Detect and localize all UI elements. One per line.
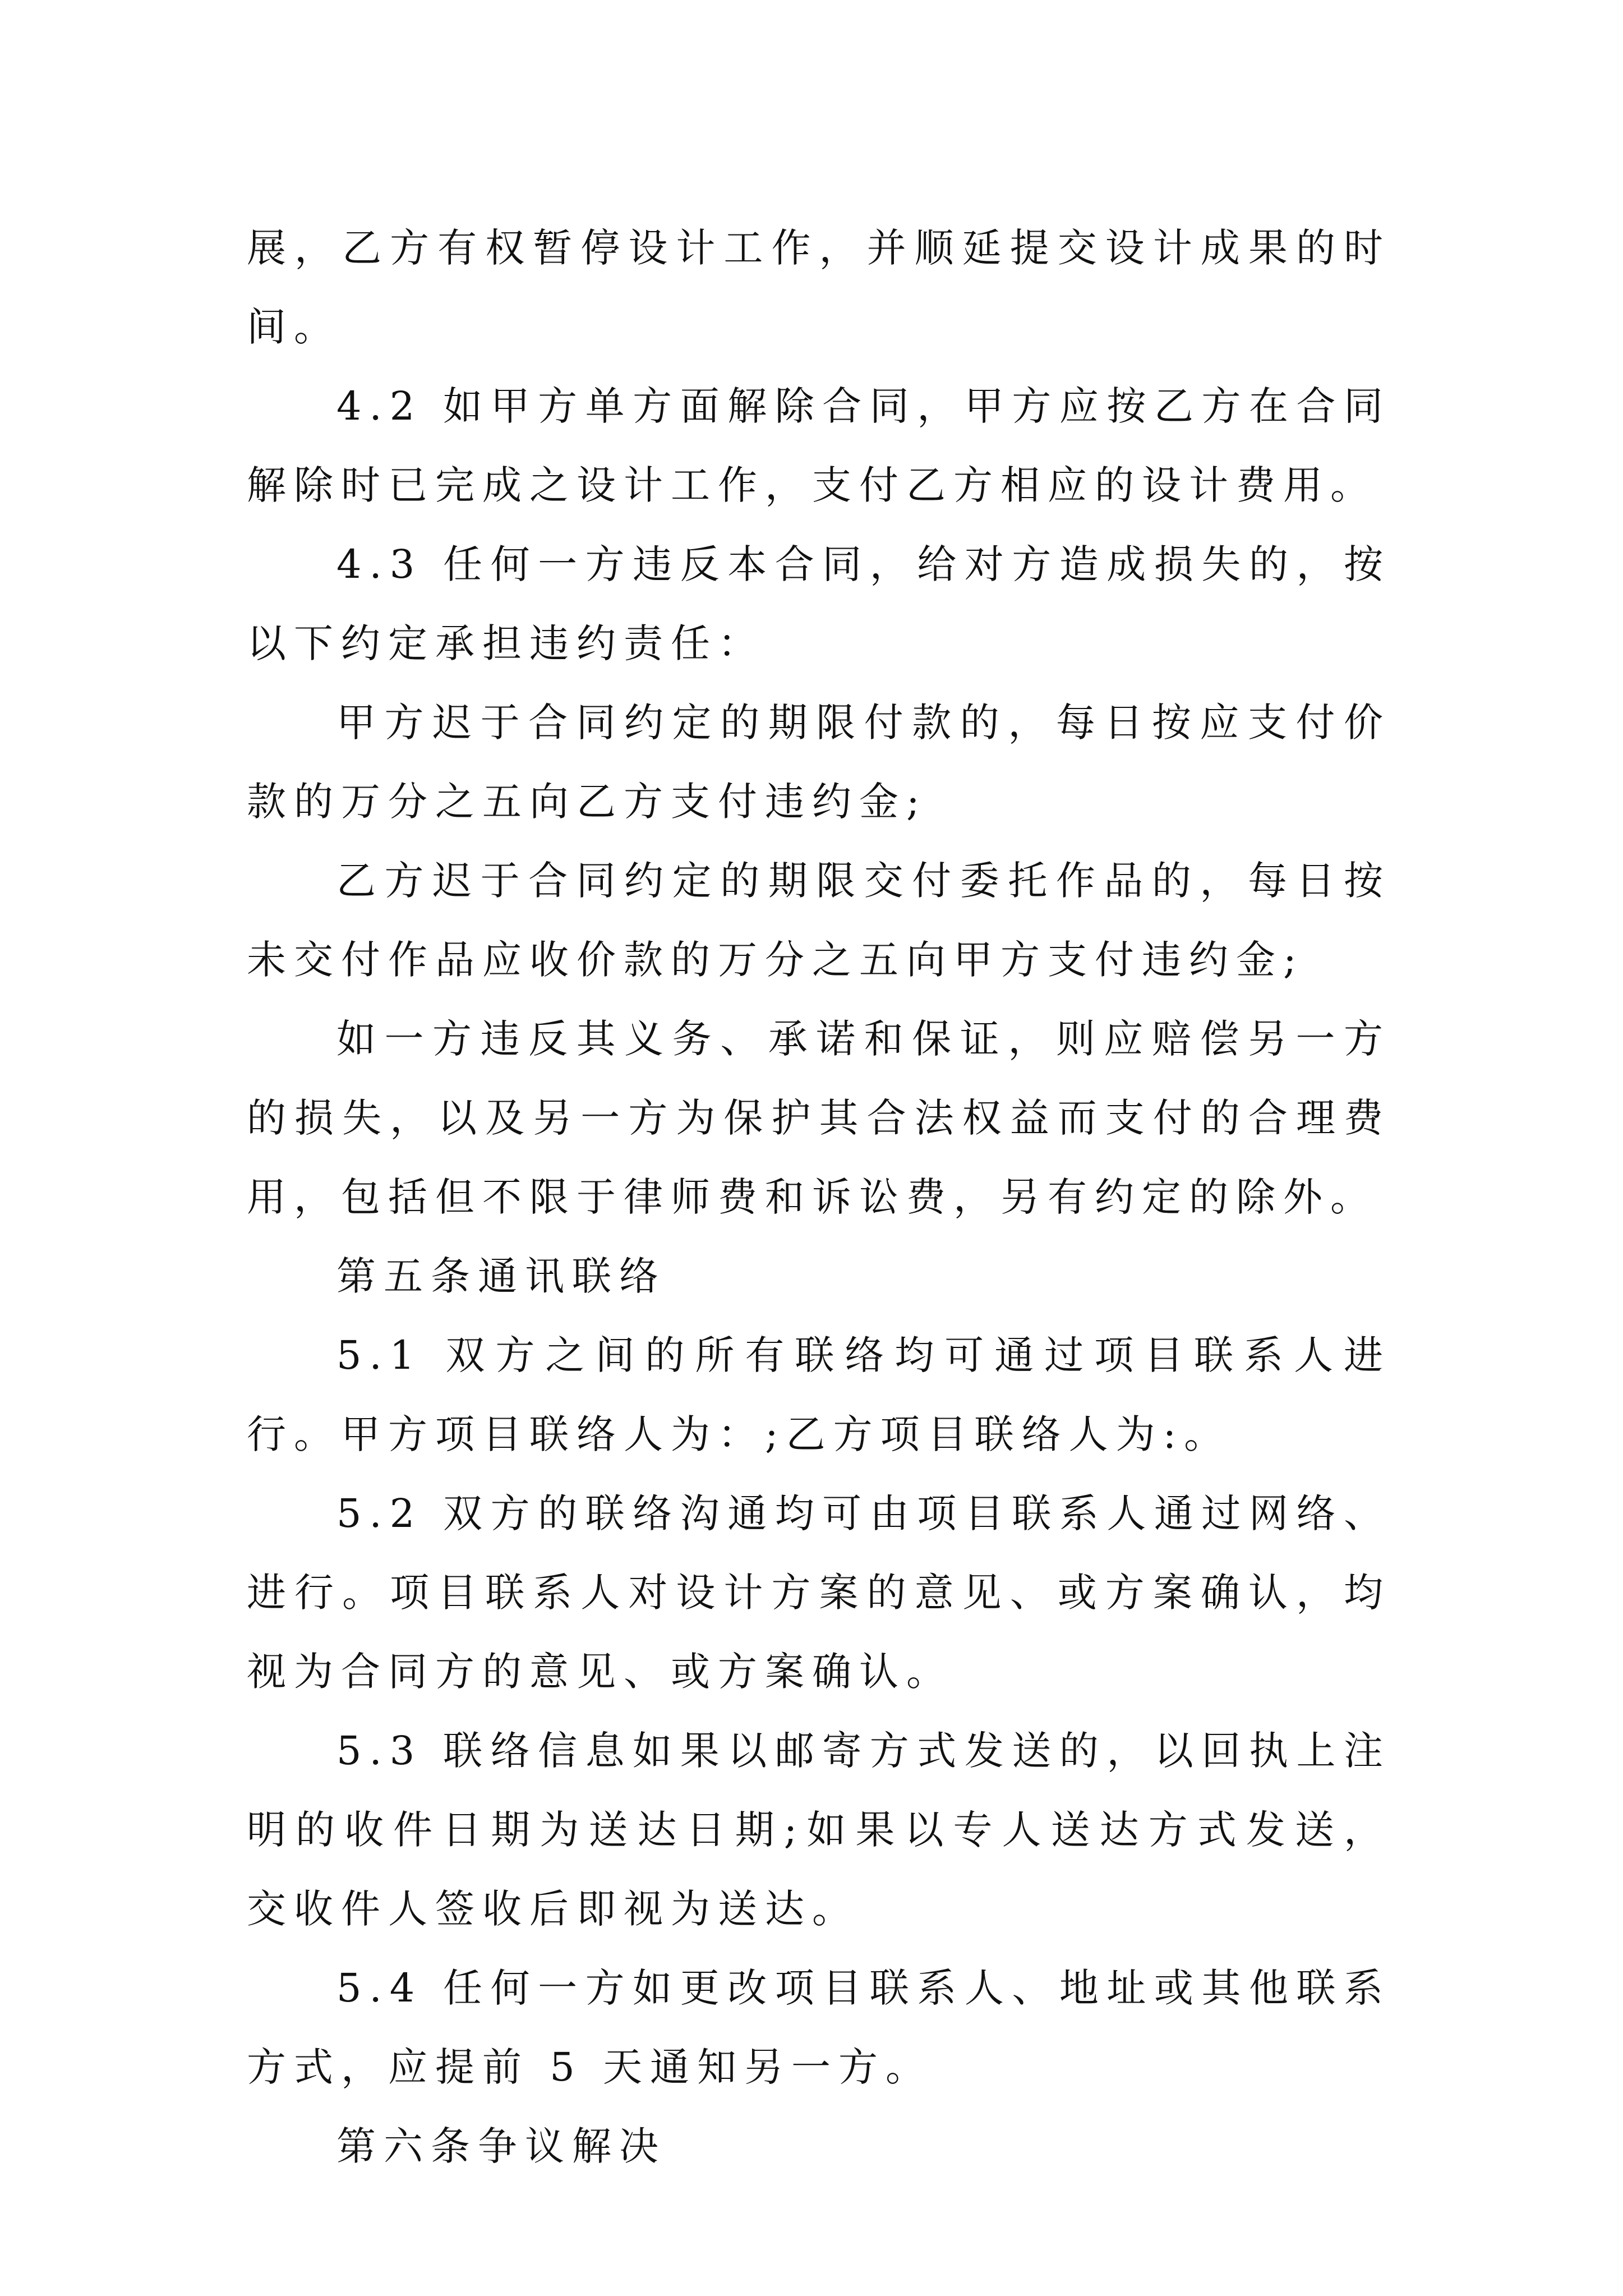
paragraph-clause-5-4: 5.4 任何一方如更改项目联系人、地址或其他联系方式，应提前 5 天通知另一方。 — [247, 1965, 1391, 2090]
paragraph-clause-4-3: 4.3 任何一方违反本合同，给对方造成损失的，按以下约定承担违约责任： — [247, 541, 1391, 666]
paragraph-party-b-late-delivery: 乙方迟于合同约定的期限交付委托作品的，每日按未交付作品应收价款的万分之五向甲方支付违约金; — [247, 858, 1391, 983]
section-heading-article-5: 第五条通讯联络 — [336, 1253, 666, 1299]
paragraph-breach-compensation: 如一方违反其义务、承诺和保证，则应赔偿另一方的损失，以及另一方为保护其合法权益而支付的合理费用，包括但不限于律师费和诉讼费，另有约定的除外。 — [247, 1016, 1391, 1220]
paragraph-clause-4-2: 4.2 如甲方单方面解除合同，甲方应按乙方在合同解除时已完成之设计工作，支付乙方相应的设计费用。 — [247, 383, 1391, 508]
paragraph-party-a-late-payment: 甲方迟于合同约定的期限付款的，每日按应支付价款的万分之五向乙方支付违约金; — [247, 700, 1391, 825]
section-heading-article-6: 第六条争议解决 — [336, 2123, 666, 2169]
paragraph-clause-5-3: 5.3 联络信息如果以邮寄方式发送的，以回执上注明的收件日期为送达日期;如果以专人送达方式发送，交收件人签收后即视为送达。 — [247, 1728, 1391, 1932]
paragraph-clause-5-1: 5.1 双方之间的所有联络均可通过项目联系人进行。甲方项目联络人为：;乙方项目联络人为:。 — [247, 1332, 1391, 1457]
paragraph-clause-5-2: 5.2 双方的联络沟通均可由项目联系人通过网络、进行。项目联系人对设计方案的意见、或方案确认，均视为合同方的意见、或方案确认。 — [247, 1490, 1391, 1695]
paragraph-continuation: 展，乙方有权暂停设计工作，并顺延提交设计成果的时间。 — [247, 225, 1391, 350]
document-body — [247, 209, 1391, 2186]
